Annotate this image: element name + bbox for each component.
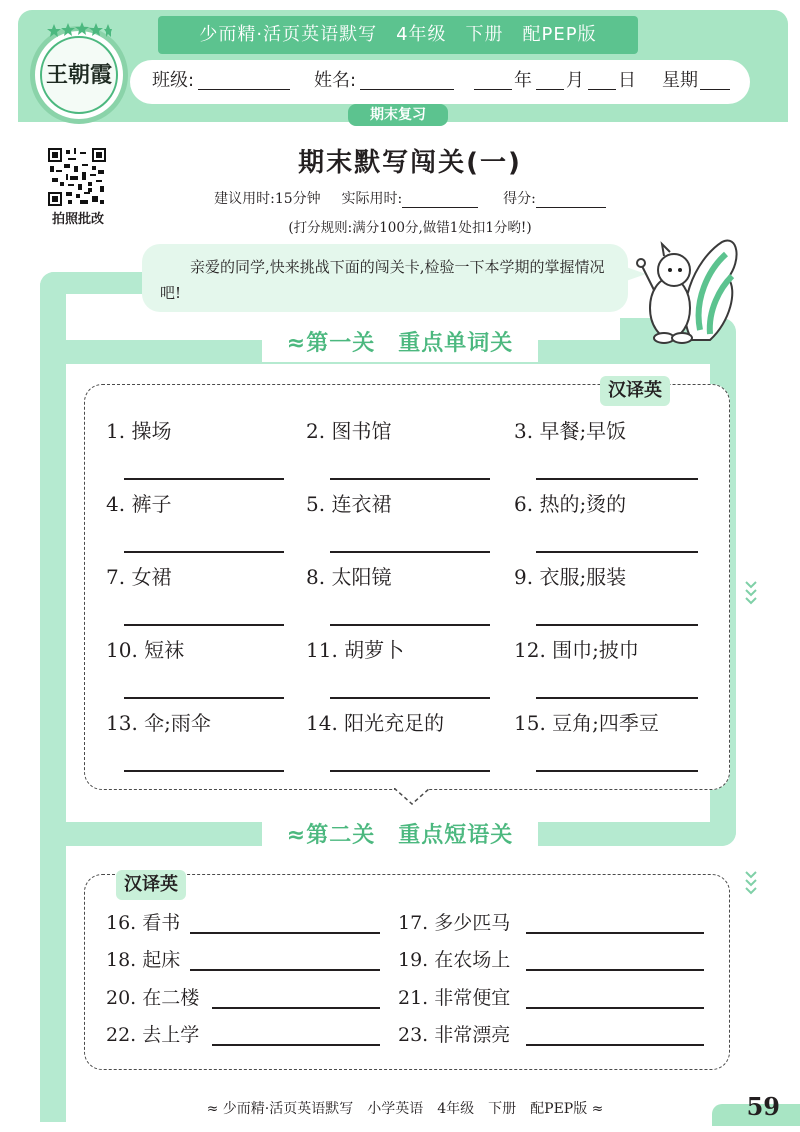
month-label: 月: [566, 70, 584, 91]
phrase-item: 19. 在农场上: [398, 949, 511, 971]
answer-line[interactable]: [330, 478, 490, 480]
vocab-item: 2. 图书馆: [306, 419, 392, 443]
answer-line[interactable]: [124, 478, 284, 480]
answer-line[interactable]: [330, 624, 490, 626]
answer-line[interactable]: [526, 969, 704, 971]
class-field[interactable]: [198, 70, 290, 90]
answer-line[interactable]: [124, 770, 284, 772]
answer-line[interactable]: [536, 551, 698, 553]
vocab-item: 1. 操场: [106, 419, 172, 443]
vocab-item: 4. 裤子: [106, 492, 172, 516]
class-label: 班级:: [152, 70, 195, 91]
score-field[interactable]: [536, 192, 606, 208]
section1-heading: ≈第一关 重点单词关: [262, 326, 538, 362]
vocab-item: 13. 伞;雨伞: [106, 711, 211, 735]
answer-line[interactable]: [526, 1044, 704, 1046]
answer-line[interactable]: [536, 624, 698, 626]
answer-line[interactable]: [124, 697, 284, 699]
vocab-item: 8. 太阳镜: [306, 565, 392, 589]
track-chevron-icon: [744, 580, 758, 608]
day-field[interactable]: [588, 70, 616, 90]
vocab-item: 11. 胡萝卜: [306, 638, 405, 662]
scoring-rule: (打分规则:满分100分,做错1处扣1分哟!): [288, 220, 532, 236]
brand-logo-text: 王朝霞: [45, 62, 112, 88]
squirrel-mascot-icon: [634, 230, 744, 348]
answer-line[interactable]: [212, 1044, 380, 1046]
answer-line[interactable]: [330, 551, 490, 553]
answer-line[interactable]: [124, 551, 284, 553]
series-title: 少而精·活页英语默写 4年级 下册 配PEP版: [199, 24, 597, 45]
vocab-item: 5. 连衣裙: [306, 492, 392, 516]
section1-tag: 汉译英: [600, 376, 670, 406]
vocab-item: 9. 衣服;服装: [514, 565, 627, 589]
section2-tag: 汉译英: [116, 870, 186, 900]
page-title: 期末默写闯关(一): [298, 148, 522, 178]
vocab-item: 3. 早餐;早饭: [514, 419, 627, 443]
answer-line[interactable]: [536, 478, 698, 480]
answer-line[interactable]: [190, 969, 380, 971]
qr-caption: 拍照批改: [51, 212, 104, 227]
answer-line[interactable]: [190, 932, 380, 934]
qr-code-icon[interactable]: [48, 148, 106, 206]
year-label: 年: [514, 70, 532, 91]
vocab-item: 7. 女裙: [106, 565, 172, 589]
year-field[interactable]: [474, 70, 512, 90]
vocab-item: 10. 短袜: [106, 638, 185, 662]
logo-stars-icon: [46, 22, 112, 38]
page-number: 59: [746, 1092, 780, 1121]
vocab-item: 15. 豆角;四季豆: [514, 711, 659, 735]
name-field[interactable]: [360, 70, 454, 90]
answer-line[interactable]: [526, 932, 704, 934]
answer-line[interactable]: [526, 1007, 704, 1009]
day-label: 日: [618, 70, 636, 91]
vocab-item: 12. 围巾;披巾: [514, 638, 639, 662]
vocab-item: 6. 热的;烫的: [514, 492, 627, 516]
phrase-item: 22. 去上学: [106, 1024, 200, 1046]
answer-line[interactable]: [124, 624, 284, 626]
name-label: 姓名:: [314, 70, 357, 91]
track-left: [40, 272, 66, 1122]
track-chevron-icon: [744, 870, 758, 898]
phrase-item: 20. 在二楼: [106, 987, 200, 1009]
score-label: 得分:: [503, 191, 536, 207]
vocab-item: 14. 阳光充足的: [306, 711, 445, 735]
bubble-text: 亲爱的同学,快来挑战下面的闯关卡,检验一下本学期的掌握情况吧!: [160, 258, 605, 302]
answer-line[interactable]: [536, 697, 698, 699]
unit-tab: 期末复习: [348, 104, 448, 126]
time-score-line: [200, 188, 620, 208]
track-top-left: [40, 272, 150, 294]
phrase-item: 21. 非常便宜: [398, 987, 511, 1009]
suggested-time: 建议用时:15分钟: [214, 191, 321, 207]
footer-text: ≈ 少而精·活页英语默写 小学英语 4年级 下册 配PEP版 ≈: [206, 1101, 604, 1117]
answer-line[interactable]: [536, 770, 698, 772]
actual-time-field[interactable]: [402, 192, 478, 208]
section2-heading: ≈第二关 重点短语关: [262, 818, 538, 854]
answer-line[interactable]: [212, 1007, 380, 1009]
week-label: 星期: [662, 70, 698, 91]
box-pointer: [394, 788, 430, 806]
week-field[interactable]: [700, 70, 730, 90]
answer-line[interactable]: [330, 697, 490, 699]
phrase-item: 18. 起床: [106, 949, 181, 971]
month-field[interactable]: [536, 70, 564, 90]
phrase-item: 16. 看书: [106, 912, 181, 934]
phrase-item: 23. 非常漂亮: [398, 1024, 511, 1046]
answer-line[interactable]: [330, 770, 490, 772]
phrase-item: 17. 多少匹马: [398, 912, 511, 934]
actual-time-label: 实际用时:: [341, 191, 403, 207]
